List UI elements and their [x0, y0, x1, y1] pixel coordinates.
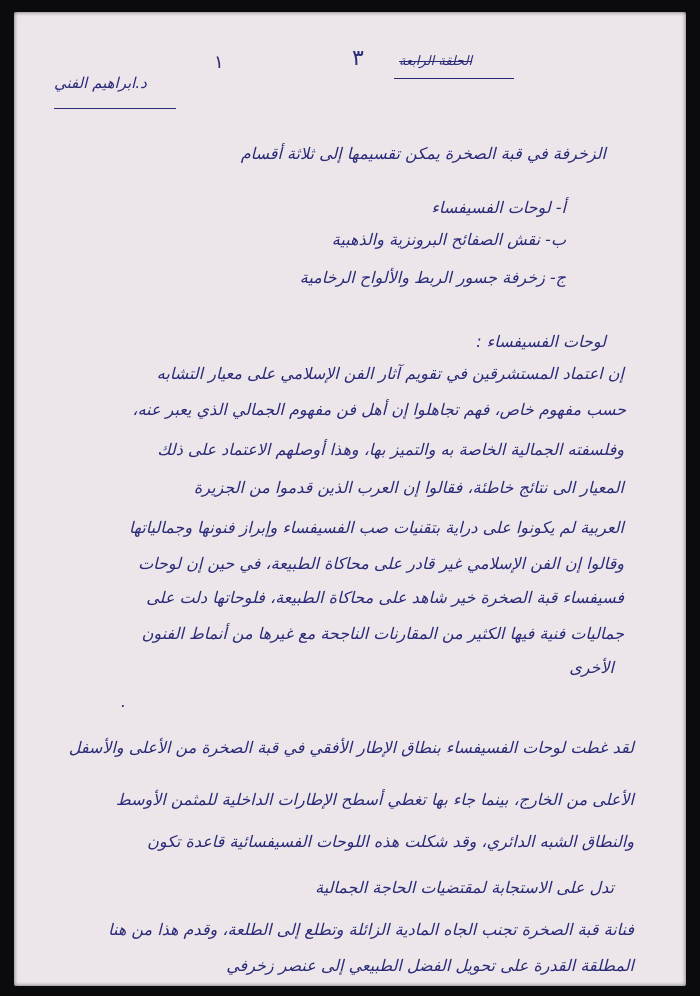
paragraph-line: تدل على الاستجابة لمقتضيات الحاجة الجمالية: [315, 878, 614, 897]
section-title: لوحات الفسيفساء :: [476, 332, 606, 351]
list-item: أ- لوحات الفسيفساء: [431, 198, 566, 217]
paragraph-line: والنطاق الشبه الدائري، وقد شكلت هذه اللوحات الفسيفسائية قاعدة تكون: [147, 832, 634, 851]
paragraph-line: المطلقة القدرة على تحويل الفضل الطبيعي إلى عنصر زخرفي: [226, 956, 634, 975]
paragraph-line: الأعلى من الخارج، بينما جاء بها تغطي أسطح الإطارات الداخلية للمثمن الأوسط: [115, 790, 634, 809]
body-line: العربية لم يكونوا على دراية بتقنيات صب الفسيفساء وإبراز فنونها وجمالياتها: [129, 518, 624, 537]
body-line: جماليات فنية فيها الكثير من المقارنات الناجحة مع غيرها من أنماط الفنون: [141, 624, 624, 643]
body-line: وفلسفته الجمالية الخاصة به والتميز بها، وهذا أوصلهم الاعتماد على ذلك: [157, 440, 624, 459]
body-line: حسب مفهوم خاص، فهم تجاهلوا إن أهل فن مفهوم الجمالي الذي يعبر عنه،: [132, 400, 626, 419]
body-line: الأخرى: [569, 658, 614, 677]
intro-line: الزخرفة في قبة الصخرة يمكن تقسيمها إلى ثلاثة أقسام: [240, 144, 606, 163]
body-line: وقالوا إن الفن الإسلامي غير قادر على محاكاة الطبيعة، في حين إن لوحات: [138, 554, 624, 573]
manuscript-page: [14, 12, 686, 986]
body-line: إن اعتماد المستشرقين في تقويم آثار الفن الإسلامي على معيار التشابه: [156, 364, 624, 383]
list-item: ب- نقش الصفائح البرونزية والذهبية: [331, 230, 566, 249]
struck-heading: الحلقة الرابعة: [399, 54, 473, 69]
body-line: .: [120, 692, 126, 711]
author-name: د.ابراهيم الفني: [54, 74, 147, 92]
episode-number: ٣: [352, 46, 364, 71]
page-number: ١: [214, 52, 224, 73]
paragraph-line: فنانة قبة الصخرة تجنب الجاه المادية الزائلة وتطلع إلى الطلعة، وقدم هذا من هنا: [108, 920, 634, 939]
paragraph-line: لقد غطت لوحات الفسيفساء بنطاق الإطار الأفقي في قبة الصخرة من الأعلى والأسفل: [68, 738, 634, 757]
body-line: فسيفساء قبة الصخرة خير شاهد على محاكاة الطبيعة، فلوحاتها دلت على: [146, 588, 624, 607]
author-underline: [54, 108, 176, 109]
heading-underline: [394, 78, 514, 79]
body-line: المعيار الى نتائج خاطئة، فقالوا إن العرب الذين قدموا من الجزيرة: [193, 478, 624, 497]
list-item: ج- زخرفة جسور الربط والألواح الرخامية: [299, 268, 566, 287]
